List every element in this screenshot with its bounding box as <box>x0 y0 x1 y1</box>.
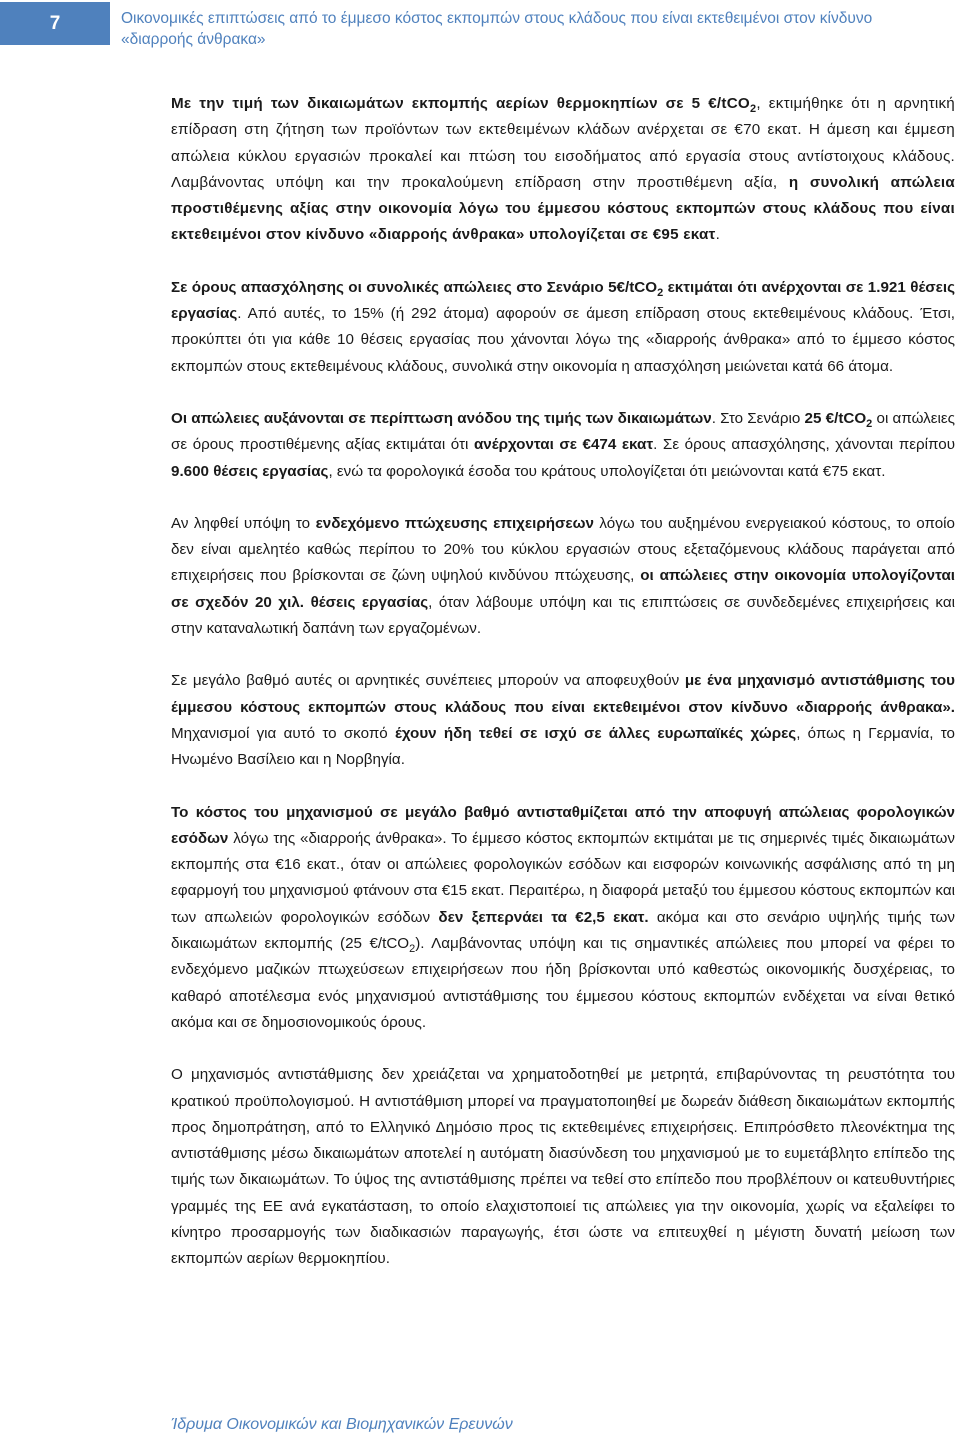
text-run: . Στο Σενάριο <box>711 409 805 427</box>
text-run: . Από αυτές, το 15% (ή 292 άτομα) αφορούν σε άμεση επίδραση στους εκτεθειμένους κλάδους. Έτσι, προκύπτει ότι για κάθε 10 θέσεις εργασίας που χάνονται λόγω της «διαρροής άνθρακα» από το έμμεσο κόστος εκπομπών στους εκτεθειμένους κλάδους, συνολικά στην οικονομία η απασχόληση μειώνεται κατά 66 άτομα. <box>171 305 955 375</box>
text-run: ακόμα και στο σενάριο υψηλής τιμής των δικαιωμάτων εκπομπής (25 €/tCO <box>171 908 955 953</box>
subscript-text: 2 <box>409 943 416 956</box>
text-run: Σε μεγάλο βαθμό αυτές οι αρνητικές συνέπειες μπορούν να αποφευχθούν <box>171 672 685 690</box>
text-run: Ο μηχανισμός αντιστάθμισης δεν χρειάζεται να χρηματοδοτηθεί με μετρητά, επιβαρύνοντας τη ρευστότητα του κρατικού προϋπολογισμού. Η αντιστάθμιση μπορεί να πραγματοποιηθεί με δωρεάν διάθεση δικαιωμάτων εκπομπής προς δημοπράτηση, από το Ελληνικό Δημόσιο προς τις εκτεθειμένες επιχειρήσεις. Επιπρόσθετο πλεονέκτημα της αντιστάθμισης μέσω δικαιωμάτων αποτελεί η αυτόματη διασύνδεση του μηχανισμού με το ευμετάβλητο επίπεδο της τιμής των δικαιωμάτων. Το ύψος της αντιστάθμισης πρέπει να τεθεί στο επίπεδο που προβλέπουν οι κατευθυντήριες γραμμές της ΕΕ ανά εγκατάσταση, το οποίο ελαχιστοποιεί τις απώλειες για την οικονομία, χωρίς να εξαλείφει το κίνητρο προσαρμογής των διαδικασιών παραγωγής, έτσι ώστε να επιτευχθεί η μέγιστη δυνατή μείωση των εκπομπών αερίων θερμοκηπίου. <box>171 1066 955 1268</box>
document-body <box>171 91 955 1299</box>
bold-text: έχουν ήδη τεθεί σε ισχύ σε άλλες ευρωπαϊκές χώρες <box>395 724 797 742</box>
bold-text: Οι απώλειες αυξάνονται σε περίπτωση ανόδου της τιμής των δικαιωμάτων <box>171 409 712 427</box>
text-run: , ενώ τα φορολογικά έσοδα του κράτους υπολογίζεται ότι μειώνονται κατά €75 εκατ. <box>328 462 886 480</box>
paragraph <box>171 800 955 1037</box>
subscript-text: 2 <box>657 286 664 299</box>
bold-text: Σε όρους απασχόλησης οι συνολικές απώλειες στο Σενάριο 5€/tCO <box>171 278 658 296</box>
text-run: . Σε όρους απασχόλησης, χάνονται περίπου <box>653 436 955 454</box>
page-header <box>0 0 960 62</box>
footer-institution: Ίδρυμα Οικονομικών και Βιομηχανικών Ερευνών <box>171 1416 513 1433</box>
bold-text: δεν ξεπερνάει τα €2,5 εκατ. <box>438 908 649 926</box>
text-run: ). Λαμβάνοντας υπόψη και τις σημαντικές απώλειες που μπορεί να φέρει το ενδεχόμενο μαζικών πτωχεύσεων επιχειρήσεων που ήδη βρίσκονται υπό καθεστώς οικονομικής δυσχέρειας, το καθαρό αποτέλεσμα ενός μηχανισμού αντιστάθμισης του έμμεσου κόστους εκπομπών ενδέχεται να είναι θετικό ακόμα και σε δημοσιονομικούς όρους. <box>171 935 955 1031</box>
bold-text: 9.600 θέσεις εργασίας <box>171 462 329 480</box>
bold-text: η συνολική απώλεια προστιθέμενης αξίας στην οικονομία λόγω του έμμεσου κόστους εκπομπών στους κλάδους που είναι εκτεθειμένοι στον κίνδυνο «διαρροής άνθρακα» υπολογίζεται σε €95 εκατ <box>171 173 955 244</box>
text-run: λόγω του αυξημένου ενεργειακού κόστους, το οποίο δεν είναι αμελητέο καθώς περίπου το 20% του κύκλου εργασιών στους εξεταζόμενους κλάδους παράγεται από επιχειρήσεις που βρίσκονται σε ζώνη υψηλού κινδύνου πτώχευσης, <box>171 514 955 585</box>
text-run: , όπως η Γερμανία, το Ηνωμένο Βασίλειο και η Νορβηγία. <box>171 724 955 769</box>
bold-text: με ένα μηχανισμό αντιστάθμισης του έμμεσου κόστους εκπομπών στους κλάδους που είναι εκτεθειμένοι στον κίνδυνο «διαρροής άνθρακα». <box>171 672 955 716</box>
bold-text: εκτιμάται ότι ανέρχονται σε 1.921 θέσεις εργασίας <box>171 278 956 323</box>
bold-text: Το κόστος του μηχανισμού σε μεγάλο βαθμό αντισταθμίζεται από την αποφυγή απώλειας φορολογικών εσόδων <box>171 803 955 847</box>
paragraph <box>171 275 955 380</box>
text-run: Μηχανισμοί για αυτό το σκοπό <box>171 724 395 742</box>
text-run: . <box>715 226 721 244</box>
paragraph <box>171 511 955 642</box>
bold-text: ενδεχόμενο πτώχευσης επιχειρήσεων <box>315 514 594 532</box>
text-run: Αν ληφθεί υπόψη το <box>171 514 316 532</box>
subscript-text: 2 <box>750 103 757 116</box>
text-run: , εκτιμήθηκε ότι η αρνητική επίδραση στη ζήτηση των προϊόντων των εκτεθειμένων κλάδων ανέρχεται σε €70 εκατ. Η άμεση και έμμεση απώλεια κύκλου εργασιών προκαλεί και πτώση του εισοδήματος από εργασία στους αντίστοιχους κλάδους. Λαμβάνοντας υπόψη και την προκαλούμενη επίδραση στην προστιθέμενη αξία, <box>171 95 955 191</box>
paragraph <box>171 668 955 773</box>
paragraph <box>171 1062 955 1272</box>
header-title: Οικονομικές επιπτώσεις από το έμμεσο κόστος εκπομπών στους κλάδους που είναι εκτεθειμένοι στον κίνδυνο «διαρροής άνθρακα» <box>121 10 873 48</box>
subscript-text: 2 <box>866 418 873 430</box>
text-run: λόγω της «διαρροής άνθρακα». Το έμμεσο κόστος εκπομπών εκτιμάται με τις σημερινές τιμές δικαιωμάτων εκπομπής στα €16 εκατ., όταν οι απώλειες φορολογικών εσόδων και εισφορών κοινωνικής ασφάλισης από τη μη εφαρμογή του μηχανισμού φτάνουν στα €15 εκατ. Περαιτέρω, η διαφορά μεταξύ του έμμεσου κόστους εκπομπών και των απωλειών φορολογικών εσόδων <box>171 829 955 926</box>
text-run: , όταν λάβουμε υπόψη και τις επιπτώσεις σε συνδεδεμένες επιχειρήσεις και στην καταναλωτική δαπάνη των εργαζομένων. <box>171 593 955 638</box>
bold-text: οι απώλειες στην οικονομία υπολογίζονται σε σχεδόν 20 χιλ. θέσεις εργασίας <box>171 567 955 611</box>
page-number: 7 <box>0 2 110 45</box>
bold-text: Με την τιμή των δικαιωμάτων εκπομπής αερίων θερμοκηπίων σε 5 €/tCO <box>171 95 750 112</box>
paragraph <box>171 406 955 485</box>
bold-text: ανέρχονται σε €474 εκατ <box>473 436 654 454</box>
bold-text: 25 €/tCO <box>804 409 867 427</box>
paragraph <box>171 91 955 249</box>
text-run: οι απώλειες σε όρους προστιθέμενης αξίας εκτιμάται ότι <box>171 409 956 454</box>
